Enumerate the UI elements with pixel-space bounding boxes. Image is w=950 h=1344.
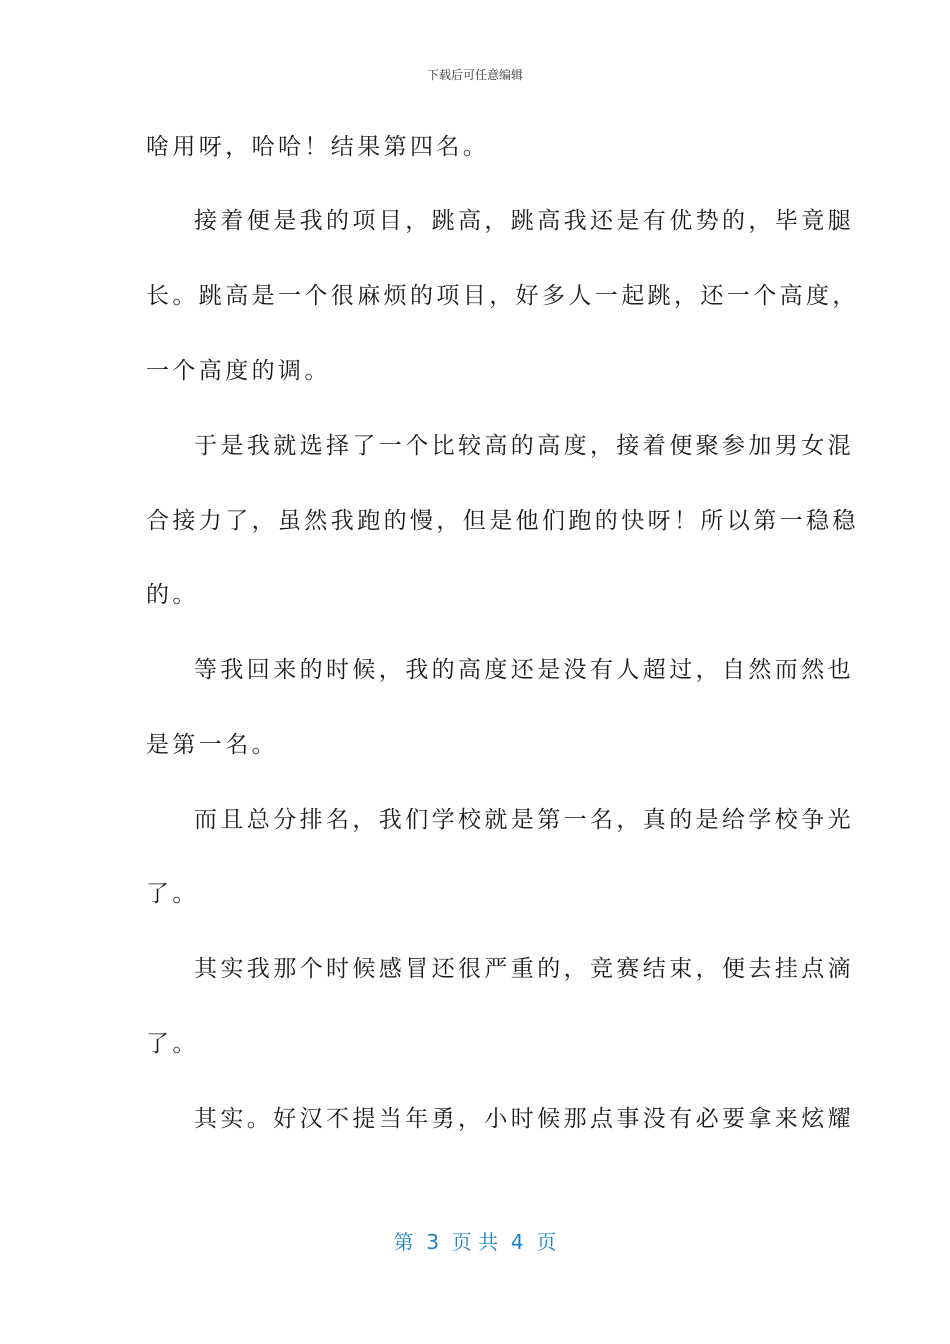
text-line: 是第一名。 [146,732,278,758]
text-line: 的。 [146,582,199,608]
text-line: 一个高度的调。 [146,358,331,384]
text-line: 了。 [146,881,199,907]
text-line: 了。 [146,1031,199,1057]
text-line: 合接力了，虽然我跑的慢，但是他们跑的快呀！所以第一稳稳 [146,508,859,534]
page-header-note: 下载后可任意编辑 [426,68,523,82]
text-line: 等我回来的时候，我的高度还是没有人超过，自然而然也 [194,657,854,683]
text-line: 其实。好汉不提当年勇，小时候那点事没有必要拿来炫耀 [194,1106,854,1132]
text-line: 而且总分排名，我们学校就是第一名，真的是给学校争光 [194,807,854,833]
text-line: 其实我那个时候感冒还很严重的，竞赛结束，便去挂点滴 [194,956,854,982]
text-line: 长。跳高是一个很麻烦的项目，好多人一起跳，还一个高度， [146,283,859,309]
page-number-footer: 第 3 页 共 4 页 [393,1230,557,1254]
text-line: 啥用呀，哈哈！结果第四名。 [146,134,490,160]
text-line: 接着便是我的项目，跳高，跳高我还是有优势的，毕竟腿 [194,208,854,234]
text-line: 于是我就选择了一个比较高的高度，接着便聚参加男女混 [194,433,854,459]
